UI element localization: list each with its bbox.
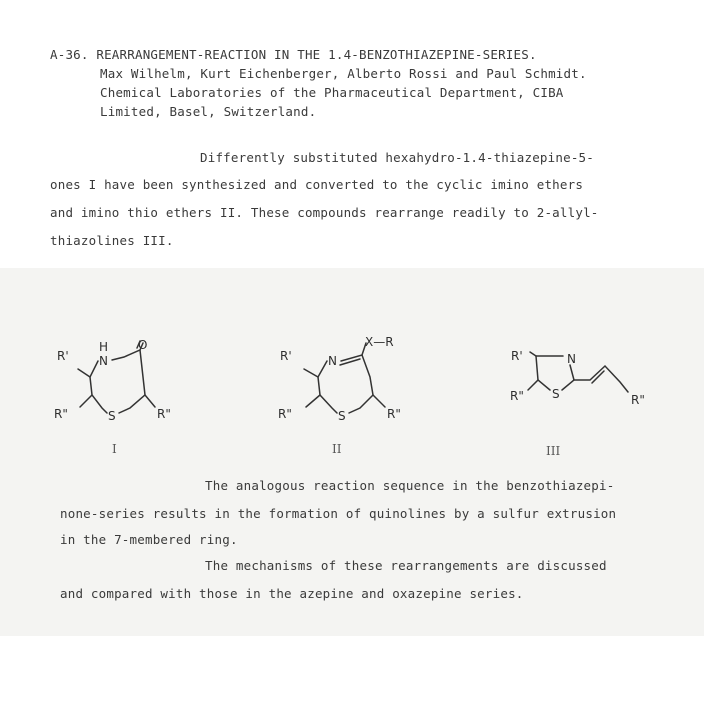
paragraph-2-line-2: none-series results in the formation of quinolines by a sulfur extrusion <box>60 506 617 521</box>
paragraph-3-line-2: and compared with those in the azepine and oxazepine series. <box>60 586 524 601</box>
substituent-r1: R' <box>280 349 292 363</box>
paragraph-1-line-4: thiazolines III. <box>50 233 174 248</box>
ring-bonds-b <box>536 356 550 390</box>
ring-bonds-c <box>562 365 574 390</box>
atom-n: N <box>328 354 337 368</box>
compound-label-III: III <box>546 444 561 458</box>
substituent-r3: R" <box>631 393 645 407</box>
substituent-r2: R" <box>510 389 524 403</box>
r2-bond <box>80 395 92 407</box>
r1-bond <box>530 352 536 356</box>
r2-bond <box>528 380 538 390</box>
substituent-r2: R" <box>54 407 68 421</box>
ring-bonds-left <box>318 361 337 413</box>
paragraph-1-line-3: and imino thio ethers II. These compounds rearrange readily to 2-allyl- <box>50 205 599 220</box>
affiliation-line-1: Chemical Laboratories of the Pharmaceutical Department, CIBA <box>100 85 564 100</box>
r3-bond <box>145 395 155 407</box>
atom-s: S <box>108 409 116 423</box>
substituent-r1: R' <box>511 349 523 363</box>
paragraph-2-line-3: in the 7-membered ring. <box>60 532 238 547</box>
affiliation-line-2: Limited, Basel, Switzerland. <box>100 104 317 119</box>
x-bond <box>362 343 366 355</box>
abstract-title: A-36. REARRANGEMENT-REACTION IN THE 1.4-BENZOTHIAZEPINE-SERIES. <box>50 47 537 62</box>
compound-label-I: I <box>112 442 117 456</box>
compound-label-II: II <box>332 442 342 456</box>
paragraph-3-line-1: The mechanisms of these rearrangements are discussed <box>205 558 607 573</box>
substituent-r2: R" <box>278 407 292 421</box>
substituent-r3: R" <box>157 407 171 421</box>
substituent-r3: R" <box>387 407 401 421</box>
atom-n: N <box>99 354 108 368</box>
paragraph-1-line-2: ones I have been synthesized and converted to the cyclic imino ethers <box>50 177 584 192</box>
atom-s: S <box>338 409 346 423</box>
paragraph-2-line-1: The analogous reaction sequence in the benzothiazepi- <box>205 478 615 493</box>
structure-III-diagram <box>500 340 680 420</box>
r1-bond <box>304 369 318 377</box>
r3-bond <box>373 395 385 407</box>
substituent-r1: R' <box>57 349 69 363</box>
substituent-xr: X—R <box>365 335 394 349</box>
atom-s: S <box>552 387 560 401</box>
atom-h: H <box>99 340 109 354</box>
structure-II-diagram <box>270 325 430 435</box>
ring-bonds <box>112 350 145 413</box>
allyl-chain <box>574 366 628 392</box>
structure-I-diagram <box>40 325 200 435</box>
atom-o: O <box>138 338 148 352</box>
atom-n: N <box>567 352 576 366</box>
scan-background-band <box>0 268 704 636</box>
authors: Max Wilhelm, Kurt Eichenberger, Alberto Rossi and Paul Schmidt. <box>100 66 587 81</box>
ring-bonds-left <box>90 361 107 413</box>
r1-bond <box>78 369 90 377</box>
r2-bond <box>306 395 320 407</box>
paragraph-1-line-1: Differently substituted hexahydro-1.4-thiazepine-5- <box>200 150 595 165</box>
